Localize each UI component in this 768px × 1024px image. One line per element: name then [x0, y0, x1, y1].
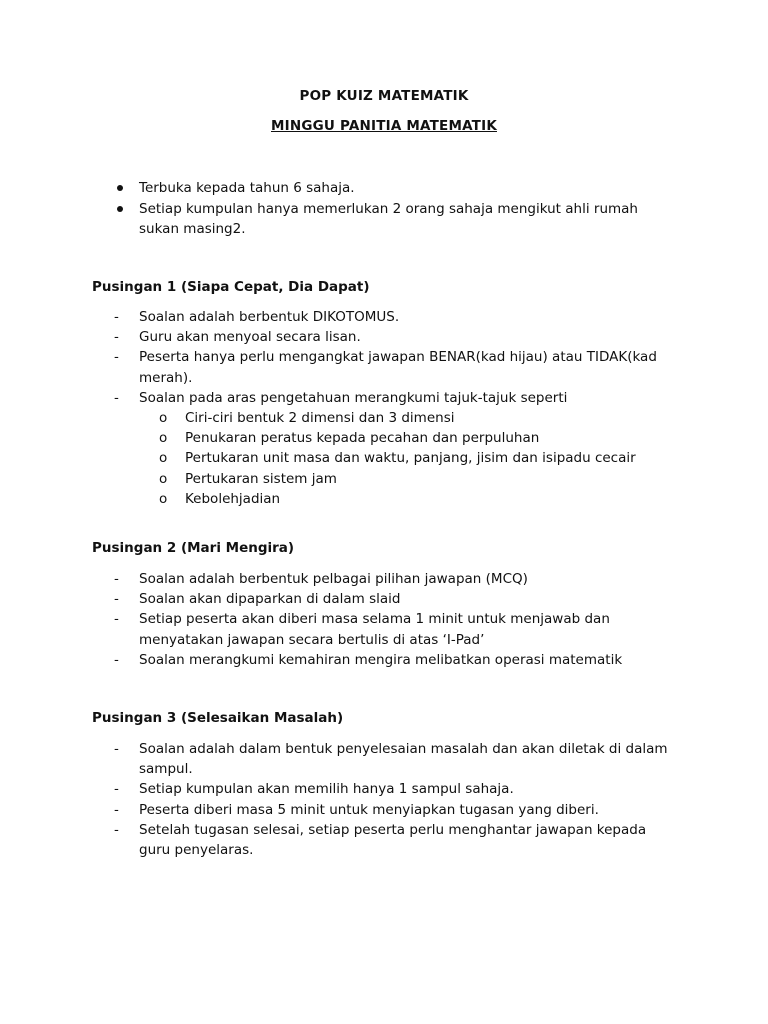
list-item	[114, 307, 674, 327]
round3-heading: Pusingan 3 (Selesaikan Masalah)	[92, 710, 344, 726]
dash-marker: -	[114, 329, 119, 346]
item-text: Soalan adalah berbentuk pelbagai pilihan jawapan (MCQ)	[139, 571, 528, 587]
round2-heading: Pusingan 2 (Mari Mengira)	[92, 540, 295, 556]
item-text: Soalan akan dipaparkan di dalam slaid	[139, 591, 401, 608]
round2-list	[114, 569, 674, 670]
topic-item	[139, 469, 674, 489]
bullet-dot-icon	[117, 185, 123, 191]
topic-list	[139, 408, 674, 509]
item-text: Setelah tugasan selesai, setiap peserta perlu menghantar jawapan kepada guru penyelaras.	[139, 821, 647, 859]
round1-list	[114, 307, 674, 509]
dash-marker: -	[114, 389, 119, 406]
document-subtitle: MINGGU PANITIA MATEMATIK	[271, 118, 497, 134]
dash-marker: -	[114, 591, 119, 608]
list-item	[114, 327, 674, 347]
item-text: Setiap kumpulan akan memilih hanya 1 sampul sahaja.	[139, 781, 514, 798]
topic-text: Ciri-ciri bentuk 2 dimensi dan 3 dimensi	[185, 410, 455, 427]
list-item	[114, 800, 674, 820]
circle-marker: o	[159, 490, 168, 507]
item-text: Setiap peserta akan diberi masa selama 1 minit untuk menjawab dan menyatakan jawapan secara bertulis di atas ‘I-Pad’	[139, 611, 610, 648]
item-text: Soalan pada aras pengetahuan merangkumi tajuk-tajuk seperti	[139, 389, 568, 406]
item-text: Peserta diberi masa 5 minit untuk menyiapkan tugasan yang diberi.	[139, 801, 599, 818]
list-item	[114, 739, 674, 779]
item-text: Guru akan menyoal secara lisan.	[139, 329, 361, 346]
intro-bullet-list	[114, 178, 674, 240]
circle-marker: o	[159, 410, 168, 427]
circle-marker: o	[159, 470, 168, 487]
dash-marker: -	[114, 781, 119, 798]
list-item	[114, 569, 674, 589]
document-title: POP KUIZ MATEMATIK	[299, 88, 469, 104]
intro-text: Terbuka kepada tahun 6 sahaja.	[139, 180, 355, 196]
list-item	[114, 347, 674, 387]
item-text: Soalan merangkumi kemahiran mengira melibatkan operasi matematik	[139, 651, 623, 668]
intro-text: Setiap kumpulan hanya memerlukan 2 orang sahaja mengikut ahli rumah sukan masing2.	[139, 200, 638, 237]
dash-marker: -	[114, 801, 119, 818]
item-text: Soalan adalah berbentuk DIKOTOMUS.	[139, 309, 400, 325]
dash-marker: -	[114, 309, 119, 325]
topic-text: Kebolehjadian	[185, 490, 281, 507]
dash-marker: -	[114, 821, 119, 838]
topic-item	[139, 408, 674, 428]
topic-text: Penukaran peratus kepada pecahan dan perpuluhan	[185, 430, 540, 447]
bullet-dot-icon	[117, 206, 123, 212]
list-item	[114, 609, 674, 649]
topic-item	[139, 448, 674, 468]
topic-item	[139, 428, 674, 448]
intro-bullet-item	[114, 199, 674, 240]
list-item	[114, 650, 674, 670]
list-item	[114, 779, 674, 799]
list-item	[114, 589, 674, 609]
list-item	[114, 388, 674, 509]
intro-bullet-item	[114, 178, 674, 199]
dash-marker: -	[114, 571, 119, 587]
round1-heading: Pusingan 1 (Siapa Cepat, Dia Dapat)	[92, 279, 370, 295]
list-item	[114, 820, 674, 860]
circle-marker: o	[159, 430, 168, 447]
topic-item	[139, 489, 674, 509]
dash-marker: -	[114, 611, 119, 628]
topic-text: Pertukaran unit masa dan waktu, panjang, jisim dan isipadu cecair	[185, 450, 636, 467]
item-text: Soalan adalah dalam bentuk penyelesaian masalah dan akan diletak di dalam sampul.	[139, 741, 668, 778]
topic-text: Pertukaran sistem jam	[185, 470, 337, 487]
round3-list	[114, 739, 674, 860]
dash-marker: -	[114, 651, 119, 668]
dash-marker: -	[114, 349, 119, 366]
dash-marker: -	[114, 741, 119, 757]
item-text: Peserta hanya perlu mengangkat jawapan BENAR(kad hijau) atau TIDAK(kad merah).	[139, 349, 657, 386]
circle-marker: o	[159, 450, 168, 467]
